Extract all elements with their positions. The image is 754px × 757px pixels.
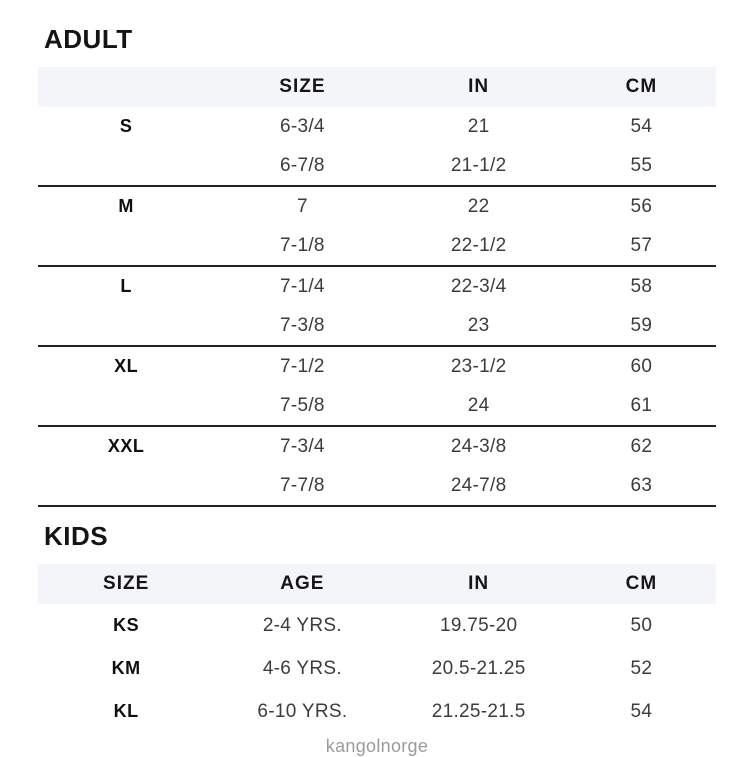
kids-size-table [38,564,716,733]
inches-value: 19.75-20 [439,614,518,636]
cm-value: 54 [630,700,653,722]
table-row [38,107,716,146]
cm-value: 52 [630,657,653,679]
cm-value: 60 [630,355,653,377]
inches-value: 23-1/2 [450,355,507,377]
adult-header-size: SIZE [279,76,326,97]
inches-value: 24-3/8 [450,435,507,457]
age-value: 4-6 YRS. [262,657,342,679]
kids-size-label: KL [113,701,139,721]
table-row [38,466,716,507]
cm-value: 61 [630,394,653,416]
size-value: 6-3/4 [279,115,325,137]
age-value: 2-4 YRS. [262,614,342,636]
table-row [38,647,716,690]
kids-header-size: SIZE [103,573,150,594]
size-value: 7-1/2 [279,355,325,377]
size-group-label: L [120,276,132,296]
cm-value: 59 [630,314,653,336]
size-value: 7-1/4 [279,275,325,297]
kids-header-in: IN [468,573,490,594]
cm-value: 62 [630,435,653,457]
inches-value: 20.5-21.25 [431,657,526,679]
inches-value: 24-7/8 [450,474,507,496]
size-group-label: S [119,116,133,136]
size-value: 7 [296,195,308,217]
table-row [38,187,716,226]
size-group-label: M [118,196,134,216]
table-row [38,690,716,733]
cm-value: 55 [630,154,653,176]
cm-value: 54 [630,115,653,137]
adult-section-title: ADULT [44,24,133,54]
kids-header-age: AGE [280,573,325,594]
size-value: 7-1/8 [279,234,325,256]
kids-size-label: KS [113,615,140,635]
inches-value: 21-1/2 [450,154,507,176]
inches-value: 24 [467,394,490,416]
kids-header-cm: CM [625,573,658,594]
size-group-label: XXL [107,436,145,456]
size-value: 7-5/8 [279,394,325,416]
inches-value: 22-3/4 [450,275,507,297]
table-row [38,427,716,466]
site-watermark: kangolnorge [325,736,429,756]
table-row [38,347,716,386]
table-row [38,146,716,187]
kids-size-label: KM [111,658,141,678]
table-row [38,386,716,427]
cm-value: 50 [630,614,653,636]
cm-value: 58 [630,275,653,297]
kids-section-title: KIDS [44,521,109,551]
adult-header-in: IN [468,76,490,97]
adult-header-cm: CM [625,76,658,97]
size-group-label: XL [114,356,139,376]
table-row [38,306,716,347]
cm-value: 56 [630,195,653,217]
inches-value: 22-1/2 [450,234,507,256]
adult-size-table [38,67,716,507]
table-row [38,604,716,647]
table-row [38,226,716,267]
inches-value: 23 [467,314,490,336]
kids-table-header-row [38,564,716,604]
adult-table-header-row [38,67,716,107]
size-value: 6-7/8 [279,154,325,176]
cm-value: 63 [630,474,653,496]
inches-value: 21.25-21.5 [431,700,526,722]
cm-value: 57 [630,234,653,256]
age-value: 6-10 YRS. [257,700,348,722]
inches-value: 22 [467,195,490,217]
inches-value: 21 [467,115,490,137]
table-row [38,267,716,306]
size-value: 7-3/4 [279,435,325,457]
size-value: 7-3/8 [279,314,325,336]
size-value: 7-7/8 [279,474,325,496]
